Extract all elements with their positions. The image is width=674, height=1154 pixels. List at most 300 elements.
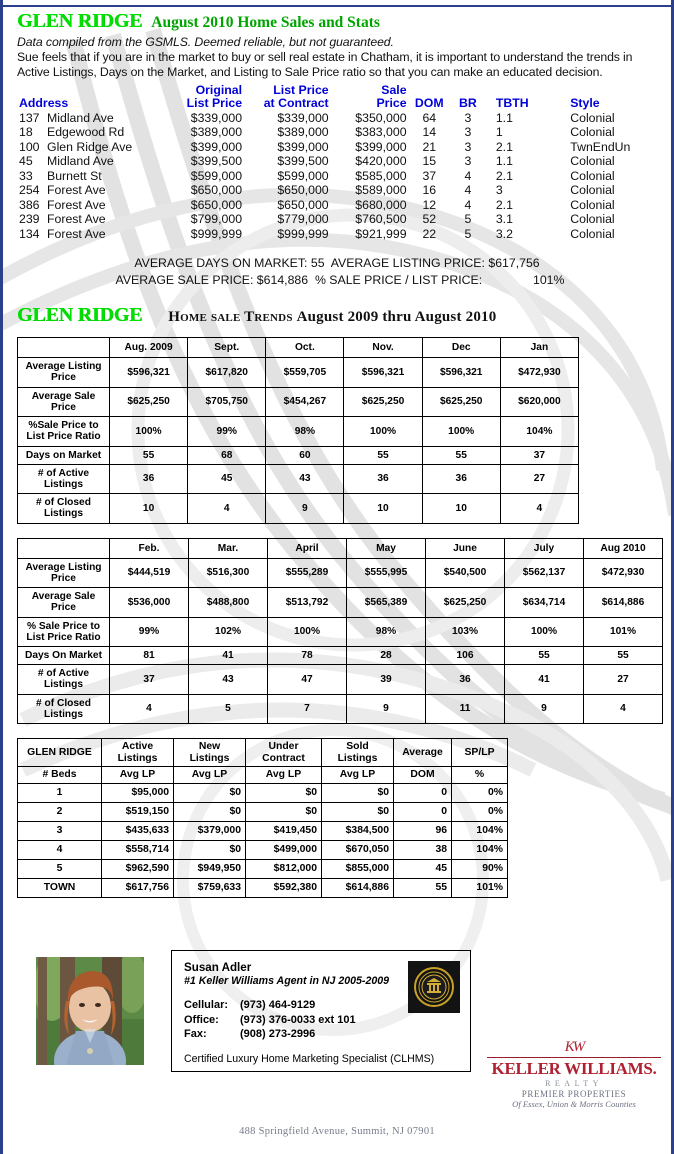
- trends-cell: 55: [505, 646, 584, 664]
- cell-list-price-at-contract: $339,000: [277, 110, 329, 125]
- trends-row-label: Average Sale Price: [18, 588, 110, 617]
- cell-sp-lp-percent: 90%: [452, 859, 508, 878]
- trends-cell: 102%: [189, 617, 268, 646]
- fax-value: (908) 273-2996: [240, 1028, 316, 1041]
- trends-month-header: Mar.: [189, 538, 268, 558]
- cell-tbth: 2.1: [495, 139, 513, 154]
- table-row: [18, 878, 508, 897]
- beds-header-cell: Average: [394, 739, 452, 767]
- trends-cell: $596,321: [110, 358, 188, 387]
- table-row: [18, 588, 663, 617]
- cell-sale-price: $680,000: [355, 197, 407, 212]
- cell-tbth: 1.1: [495, 110, 513, 125]
- beds-header-cell: New Listings: [174, 739, 246, 767]
- averages-line-2: [3, 272, 671, 289]
- cell-list-price-at-contract: $399,500: [277, 154, 329, 169]
- beds-breakdown-table: [17, 738, 508, 898]
- cell-sold-listings-avg-lp: $614,886: [322, 878, 394, 897]
- data-source-note: Data compiled from the GSMLS. Deemed reliable, but not guaranteed.: [17, 35, 394, 49]
- trends-cell: 100%: [344, 417, 422, 446]
- beds-subheader-cell: %: [452, 767, 508, 784]
- trends-cell: 45: [188, 464, 266, 493]
- trends-heading: [17, 304, 671, 327]
- cell-sp-lp-percent: 101%: [452, 878, 508, 897]
- cell-average-dom: 0: [394, 802, 452, 821]
- cell-tbth: 3: [495, 183, 503, 198]
- trends-month-header: Jan: [500, 338, 578, 358]
- top-rule: [3, 5, 671, 7]
- beds-header-row-2: [18, 767, 508, 784]
- cell-tbth: 2.1: [495, 197, 513, 212]
- trends-cell: 37: [500, 446, 578, 464]
- trends-cell: $634,714: [505, 588, 584, 617]
- cell-bed-count: 1: [18, 783, 102, 802]
- header-sale-price-line1: Sale: [381, 83, 407, 97]
- beds-subheader-cell: # Beds: [18, 767, 102, 784]
- kw-divider-rule: [487, 1057, 661, 1058]
- trends-cell: 27: [500, 464, 578, 493]
- beds-header-cell: GLEN RIDGE: [18, 739, 102, 767]
- trends-cell: $596,321: [344, 358, 422, 387]
- cell-br: 5: [464, 212, 472, 227]
- table-row: [18, 446, 579, 464]
- header-list-price-contract-line2: at Contract: [263, 96, 329, 111]
- cell-average-dom: 38: [394, 840, 452, 859]
- trends-month-header: April: [268, 538, 347, 558]
- trends-cell: $625,250: [426, 588, 505, 617]
- cell-dom: 15: [422, 154, 437, 169]
- trends-row-label: %Sale Price to List Price Ratio: [18, 417, 110, 446]
- cell-br: 4: [464, 197, 472, 212]
- trends-cell: 28: [347, 646, 426, 664]
- trends-cell: $614,886: [584, 588, 663, 617]
- trends1-header-row: [18, 338, 579, 358]
- trends-cell: 68: [188, 446, 266, 464]
- table-row: [18, 417, 579, 446]
- cell-sold-listings-avg-lp: $670,050: [322, 840, 394, 859]
- cell-sale-price: $760,500: [355, 212, 407, 227]
- cell-active-listings-avg-lp: $519,150: [102, 802, 174, 821]
- cell-sp-lp-percent: 0%: [452, 783, 508, 802]
- avg-dom-value: 55: [310, 256, 325, 271]
- beds-subheader-cell: Avg LP: [246, 767, 322, 784]
- agent-contact-card: [171, 950, 471, 1072]
- cell-dom: 64: [422, 110, 437, 125]
- header-style-spacer: [552, 84, 665, 97]
- table-row: [18, 387, 579, 416]
- beds-subheader-cell: DOM: [394, 767, 452, 784]
- cell-sale-price: $350,000: [355, 110, 407, 125]
- trends-cell: 101%: [584, 617, 663, 646]
- table-row: [18, 464, 579, 493]
- header-tbth-spacer: [484, 84, 552, 97]
- address-number: 45: [19, 154, 33, 169]
- trends-cell: $617,820: [188, 358, 266, 387]
- cell-original-list-price: $650,000: [190, 183, 243, 198]
- cell-average-dom: 0: [394, 783, 452, 802]
- home-sales-table: [17, 84, 665, 241]
- cell-tbth: 3.2: [495, 226, 513, 241]
- header-original-list-price-line2: List Price: [186, 96, 243, 111]
- brand-title: GLEN RIDGE: [17, 10, 143, 32]
- trends-cell: $596,321: [422, 358, 500, 387]
- cell-dom: 12: [422, 197, 437, 212]
- address-number: 137: [19, 110, 40, 125]
- beds-header-cell: Sold Listings: [322, 739, 394, 767]
- cell-address: 137 Midland Ave: [19, 110, 114, 125]
- kw-wordmark: KELLER WILLIAMS.: [491, 1058, 657, 1078]
- trends-cell: 47: [268, 665, 347, 694]
- trends-cell: 36: [344, 464, 422, 493]
- trends-month-header: May: [347, 538, 426, 558]
- trends-month-header: June: [426, 538, 505, 558]
- avg-sale-value: $614,886: [256, 272, 309, 287]
- cell-average-dom: 45: [394, 859, 452, 878]
- cell-br: 3: [464, 110, 472, 125]
- cell-address: 134 Forest Ave: [19, 226, 106, 241]
- trends-cell: 4: [500, 494, 578, 523]
- header-tbth: TBTH: [495, 96, 529, 111]
- trends-cell: 55: [584, 646, 663, 664]
- sales-header-row-1: [17, 84, 665, 97]
- trends-cell: 41: [189, 646, 268, 664]
- trends-cell: $620,000: [500, 387, 578, 416]
- trends-cell: $536,000: [110, 588, 189, 617]
- trends-cell: 10: [110, 494, 188, 523]
- cellular-label: Cellular:: [184, 998, 229, 1011]
- trends-cell: 36: [110, 464, 188, 493]
- cell-dom: 16: [422, 183, 437, 198]
- table-row: [18, 494, 579, 523]
- cell-br: 3: [464, 154, 472, 169]
- trends-cell: 104%: [500, 417, 578, 446]
- table-row: [18, 821, 508, 840]
- kw-counties-text: Of Essex, Union & Morris Counties: [512, 1098, 636, 1109]
- header-title-row: [17, 10, 663, 33]
- cell-bed-count: 3: [18, 821, 102, 840]
- trends-row-label: # of Closed Listings: [18, 494, 110, 523]
- trends-cell: 78: [268, 646, 347, 664]
- trends-cell: $559,705: [266, 358, 344, 387]
- avg-dom-label: AVERAGE DAYS ON MARKET:: [134, 256, 308, 271]
- ratio-value: 101%: [532, 272, 565, 287]
- cell-br: 4: [464, 183, 472, 198]
- trends2-header-row: [18, 538, 663, 558]
- cell-style: Colonial: [570, 212, 615, 227]
- table-row: [17, 111, 665, 126]
- cell-sale-price: $589,000: [355, 183, 407, 198]
- trends-corner-cell: [18, 538, 110, 558]
- table-row: [17, 169, 665, 184]
- cell-dom: 22: [422, 226, 437, 241]
- address-number: 18: [19, 125, 33, 140]
- trends-table-aug2009-jan: [17, 337, 579, 523]
- cell-address: 254 Forest Ave: [19, 183, 106, 198]
- address-number: 239: [19, 212, 40, 227]
- header-original-list-price-line1: Original: [195, 83, 243, 97]
- cell-new-listings-avg-lp: $0: [174, 783, 246, 802]
- cell-style: Colonial: [570, 183, 615, 198]
- office-label: Office:: [184, 1013, 219, 1026]
- cell-under-contract-avg-lp: $499,000: [246, 840, 322, 859]
- trends-title-smallcaps: Home sale Trends: [168, 309, 293, 326]
- header-dom-spacer: [407, 84, 452, 97]
- kw-realty-text: REALTY: [545, 1078, 603, 1088]
- header-br: BR: [459, 96, 477, 111]
- cell-address: 100 Glen Ridge Ave: [19, 139, 133, 154]
- kw-monogram-icon: KW: [564, 1038, 584, 1055]
- trends-cell: 55: [110, 446, 188, 464]
- cell-style: Colonial: [570, 197, 615, 212]
- cell-original-list-price: $599,000: [190, 168, 243, 183]
- trends-cell: 10: [344, 494, 422, 523]
- cell-new-listings-avg-lp: $0: [174, 840, 246, 859]
- table-row: [17, 212, 665, 227]
- cell-tbth: 2.1: [495, 168, 513, 183]
- trends-cell: 43: [189, 665, 268, 694]
- cell-sale-price: $585,000: [355, 168, 407, 183]
- table-row: [17, 125, 665, 140]
- trends-cell: 4: [188, 494, 266, 523]
- header-list-price-contract-line1: List Price: [273, 83, 329, 97]
- cell-original-list-price: $799,000: [190, 212, 243, 227]
- beds-header-cell: Under Contract: [246, 739, 322, 767]
- table-row: [18, 694, 663, 723]
- trends-month-header: Sept.: [188, 338, 266, 358]
- cell-original-list-price: $389,000: [190, 125, 243, 140]
- cell-sale-price: $420,000: [355, 154, 407, 169]
- trends-row-label: # of Active Listings: [18, 665, 110, 694]
- trends-cell: 10: [422, 494, 500, 523]
- avg-listing-label: AVERAGE LISTING PRICE:: [330, 256, 485, 271]
- averages-summary: [3, 255, 671, 288]
- cell-dom: 14: [422, 125, 437, 140]
- trends-row-label: Average Listing Price: [18, 558, 110, 587]
- cell-br: 5: [464, 226, 472, 241]
- trends-cell: 99%: [188, 417, 266, 446]
- table-row: [17, 140, 665, 155]
- cell-tbth: 3.1: [495, 212, 513, 227]
- trends-cell: $555,995: [347, 558, 426, 587]
- office-value[interactable]: (973) 376-0033 ext 101: [240, 1013, 356, 1026]
- trends-cell: 37: [110, 665, 189, 694]
- cell-active-listings-avg-lp: $95,000: [102, 783, 174, 802]
- trends-cell: 9: [505, 694, 584, 723]
- trends-month-header: July: [505, 538, 584, 558]
- trends-cell: 100%: [268, 617, 347, 646]
- address-number: 134: [19, 226, 40, 241]
- cell-average-dom: 96: [394, 821, 452, 840]
- cell-bed-count: 2: [18, 802, 102, 821]
- cell-bed-count: TOWN: [18, 878, 102, 897]
- beds-header-cell: Active Listings: [102, 739, 174, 767]
- cell-sale-price: $399,000: [355, 139, 407, 154]
- agent-photo: [36, 957, 144, 1065]
- trends-corner-cell: [18, 338, 110, 358]
- trends-cell: $516,300: [189, 558, 268, 587]
- header-style: Style: [570, 96, 600, 111]
- keller-williams-logo: [481, 1040, 667, 1109]
- cell-list-price-at-contract: $399,000: [277, 139, 329, 154]
- header-dom: DOM: [414, 96, 444, 111]
- trends-cell: 100%: [505, 617, 584, 646]
- table-row: [18, 617, 663, 646]
- cell-sold-listings-avg-lp: $384,500: [322, 821, 394, 840]
- cell-list-price-at-contract: $650,000: [277, 183, 329, 198]
- table-row: [17, 154, 665, 169]
- cell-original-list-price: $999,999: [190, 226, 243, 241]
- cell-under-contract-avg-lp: $592,380: [246, 878, 322, 897]
- agent-name: Susan Adler: [184, 960, 252, 974]
- cell-address: 33 Burnett St: [19, 168, 102, 183]
- cell-list-price-at-contract: $999,999: [277, 226, 329, 241]
- table-row: [18, 840, 508, 859]
- cell-address: 18 Edgewood Rd: [19, 125, 125, 140]
- cell-address: 239 Forest Ave: [19, 212, 106, 227]
- trends-row-label: % Sale Price to List Price Ratio: [18, 617, 110, 646]
- cell-list-price-at-contract: $779,000: [277, 212, 329, 227]
- table-row: [17, 198, 665, 213]
- address-number: 33: [19, 168, 33, 183]
- trends-row-label: # of Closed Listings: [18, 694, 110, 723]
- table-row: [18, 558, 663, 587]
- header-sale-price-line2: Price: [376, 96, 407, 111]
- cell-sale-price: $383,000: [355, 125, 407, 140]
- cell-style: Colonial: [570, 168, 615, 183]
- table-row: [17, 183, 665, 198]
- ratio-label: % SALE PRICE / LIST PRICE:: [314, 272, 483, 287]
- trends-month-header: Oct.: [266, 338, 344, 358]
- cell-sp-lp-percent: 104%: [452, 840, 508, 859]
- table-row: [18, 358, 579, 387]
- clhms-seal-icon: [408, 961, 460, 1013]
- trends-cell: 4: [584, 694, 663, 723]
- agent-tagline: #1 Keller Williams Agent in NJ 2005-2009: [184, 974, 390, 987]
- cell-list-price-at-contract: $389,000: [277, 125, 329, 140]
- beds-subheader-cell: Avg LP: [102, 767, 174, 784]
- beds-subheader-cell: Avg LP: [322, 767, 394, 784]
- trends-cell: 39: [347, 665, 426, 694]
- cell-style: Colonial: [570, 154, 615, 169]
- trends-cell: 41: [505, 665, 584, 694]
- page-subtitle: August 2010 Home Sales and Stats: [151, 14, 380, 31]
- trends-month-header: Nov.: [344, 338, 422, 358]
- trends-cell: 27: [584, 665, 663, 694]
- cell-list-price-at-contract: $599,000: [277, 168, 329, 183]
- trends-row-label: Days On Market: [18, 646, 110, 664]
- cell-dom: 52: [422, 212, 437, 227]
- trends-cell: $540,500: [426, 558, 505, 587]
- cell-style: Colonial: [570, 110, 615, 125]
- table-row: [17, 227, 665, 242]
- cell-style: Colonial: [570, 226, 615, 241]
- address-number: 100: [19, 139, 40, 154]
- trends-cell: $488,800: [189, 588, 268, 617]
- trends-cell: $513,792: [268, 588, 347, 617]
- cell-under-contract-avg-lp: $0: [246, 783, 322, 802]
- header-spacer: [17, 84, 164, 97]
- cell-under-contract-avg-lp: $812,000: [246, 859, 322, 878]
- trends-cell: $472,930: [584, 558, 663, 587]
- table-row: [18, 802, 508, 821]
- page-header: [3, 0, 671, 241]
- trends-cell: 60: [266, 446, 344, 464]
- cell-sold-listings-avg-lp: $0: [322, 802, 394, 821]
- cell-under-contract-avg-lp: $419,450: [246, 821, 322, 840]
- cell-list-price-at-contract: $650,000: [277, 197, 329, 212]
- cell-address: 386 Forest Ave: [19, 197, 106, 212]
- trends-cell: $625,250: [110, 387, 188, 416]
- cell-active-listings-avg-lp: $558,714: [102, 840, 174, 859]
- trends1-body: [18, 358, 579, 523]
- beds-subheader-cell: Avg LP: [174, 767, 246, 784]
- beds-header-row-1: [18, 739, 508, 767]
- header-br-spacer: [452, 84, 484, 97]
- avg-listing-value: $617,756: [488, 256, 540, 271]
- cell-br: 3: [464, 125, 472, 140]
- address-number: 386: [19, 197, 40, 212]
- trends-month-header: Aug 2010: [584, 538, 663, 558]
- trends-cell: 98%: [266, 417, 344, 446]
- fax-row: [184, 1027, 458, 1042]
- trends-cell: 55: [344, 446, 422, 464]
- trends-cell: 11: [426, 694, 505, 723]
- cell-address: 45 Midland Ave: [19, 154, 114, 169]
- cell-original-list-price: $650,000: [190, 197, 243, 212]
- cell-bed-count: 5: [18, 859, 102, 878]
- cell-dom: 21: [422, 139, 437, 154]
- trends-cell: $562,137: [505, 558, 584, 587]
- trends-cell: 36: [422, 464, 500, 493]
- trends-cell: $444,519: [110, 558, 189, 587]
- office-address: 488 Springfield Avenue, Summit, NJ 07901: [239, 1125, 435, 1137]
- table-row: [18, 783, 508, 802]
- trends-cell: $705,750: [188, 387, 266, 416]
- trends2-body: [18, 558, 663, 723]
- trends-month-header: Feb.: [110, 538, 189, 558]
- trends-cell: 7: [268, 694, 347, 723]
- trends-cell: $625,250: [344, 387, 422, 416]
- trends-cell: $472,930: [500, 358, 578, 387]
- cell-sold-listings-avg-lp: $855,000: [322, 859, 394, 878]
- trends-cell: 106: [426, 646, 505, 664]
- cell-tbth: 1: [495, 125, 503, 140]
- trends-table-feb-aug2010: [17, 538, 663, 724]
- trends-row-label: Average Listing Price: [18, 358, 110, 387]
- header-address: Address: [19, 96, 69, 111]
- cell-bed-count: 4: [18, 840, 102, 859]
- sales-header-row-2: [17, 97, 665, 110]
- cell-original-list-price: $399,000: [190, 139, 243, 154]
- cell-new-listings-avg-lp: $759,633: [174, 878, 246, 897]
- trends-cell: $625,250: [422, 387, 500, 416]
- beds-header-cell: SP/LP: [452, 739, 508, 767]
- cell-new-listings-avg-lp: $379,000: [174, 821, 246, 840]
- trends-cell: $565,389: [347, 588, 426, 617]
- cellular-value[interactable]: (973) 464-9129: [240, 998, 316, 1011]
- avg-sale-label: AVERAGE SALE PRICE:: [115, 272, 254, 287]
- intro-blurb: Sue feels that if you are in the market to buy or sell real estate in Chatham, it is important to understand the trends in Active Listings, Days on the Market, and Listing to Sale Price ratio so that you can make an educated decision.: [17, 50, 633, 79]
- cell-style: Colonial: [570, 125, 615, 140]
- cell-dom: 37: [422, 168, 437, 183]
- kw-premier-text: PREMIER PROPERTIES: [521, 1088, 627, 1099]
- certification-text: Certified Luxury Home Marketing Specialist (CLHMS): [184, 1052, 435, 1065]
- cell-new-listings-avg-lp: $0: [174, 802, 246, 821]
- beds-body: [18, 783, 508, 897]
- table-row: [18, 859, 508, 878]
- trends-brand: GLEN RIDGE: [17, 304, 143, 327]
- cell-br: 4: [464, 168, 472, 183]
